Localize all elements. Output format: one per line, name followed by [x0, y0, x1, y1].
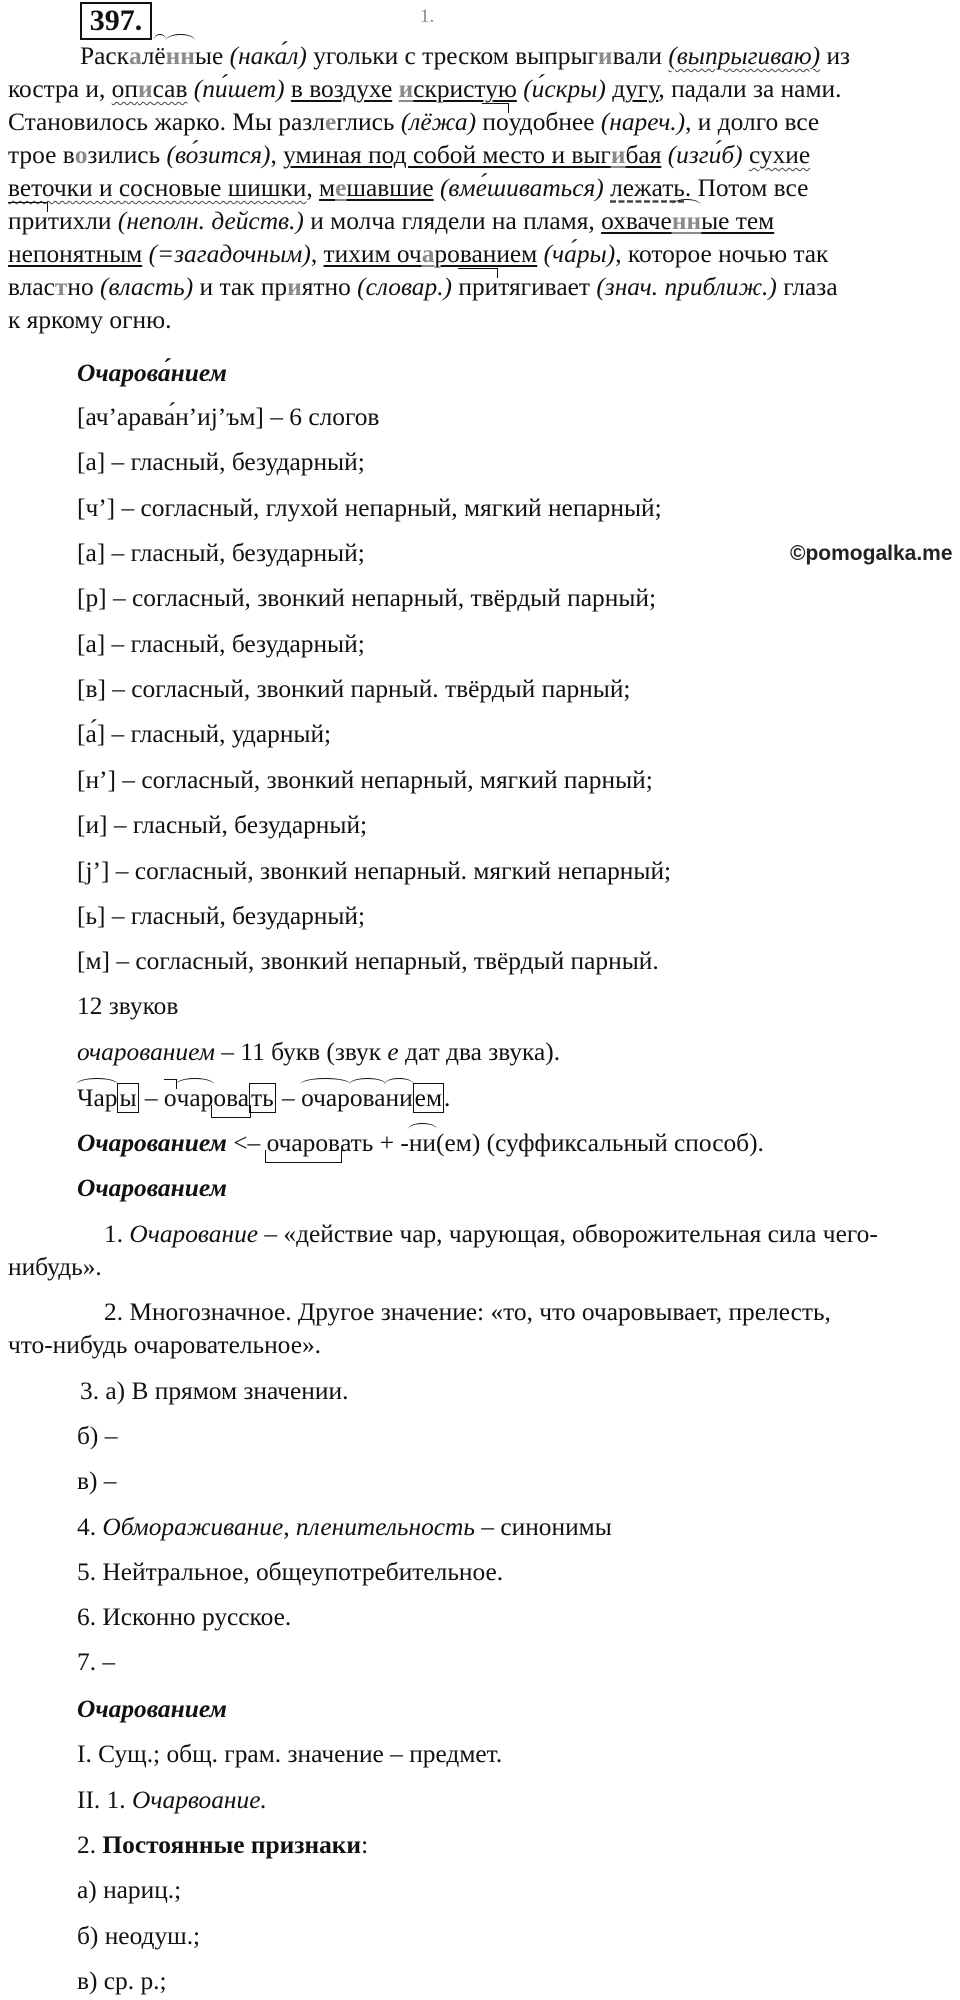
lexical-item-1: 1. Очарование – «действие чар, чарующая, обворожительная сила чего- [104, 1220, 878, 1248]
morphological-title: Очарованием [77, 1695, 227, 1723]
morphemic-chain: Чары – очаровать – очарованием. [77, 1082, 450, 1115]
watermark: ©pomogalka.me [790, 542, 953, 565]
lexical-item-7: 7. – [77, 1648, 116, 1676]
sound-line: [р] – согласный, звонкий непарный, твёрдый парный; [77, 584, 657, 612]
sound-count: 12 звуков [77, 992, 179, 1020]
sound-line: [а] – гласный, безударный; [77, 630, 365, 658]
lexical-item-3c: в) – [77, 1467, 117, 1495]
lexical-item-2: 2. Многозначное. Другое значение: «то, что очаровывает, прелесть, [104, 1298, 831, 1326]
phonetic-title: Очарова́нием [77, 359, 227, 387]
sound-line: [а] – гласный, безударный; [77, 448, 365, 476]
lexical-item-1-cont: нибудь». [8, 1253, 102, 1281]
sound-line: [а́] – гласный, ударный; [77, 720, 332, 748]
lexical-title: Очарованием [77, 1174, 227, 1202]
sound-line: [j’] – согласный, звонкий непарный. мягкий непарный; [77, 857, 672, 885]
lexical-item-5: 5. Нейтральное, общеупотребительное. [77, 1558, 504, 1586]
morphological-part-1: I. Сущ.; общ. грам. значение – предмет. [77, 1740, 503, 1768]
feature-c: в) ср. р.; [77, 1967, 167, 1995]
feature-b: б) неодуш.; [77, 1922, 201, 1950]
page-mark: 1. [420, 6, 435, 27]
lexical-item-3: 3. а) В прямом значении. [80, 1377, 349, 1405]
sound-line: [ь] – гласный, безударный; [77, 902, 366, 930]
lexical-item-3b: б) – [77, 1422, 118, 1450]
feature-a: а) нариц.; [77, 1876, 182, 1904]
sound-line: [в] – согласный, звонкий парный. твёрдый парный; [77, 675, 631, 703]
sound-line: [ч’] – согласный, глухой непарный, мягкий непарный; [77, 494, 662, 522]
letter-count: очарованием – 11 букв (звук е дат два звука). [77, 1038, 561, 1066]
constant-features-heading: 2. Постоянные признаки: [77, 1831, 369, 1859]
sound-line: [а] – гласный, безударный; [77, 539, 365, 567]
morphological-part-2: II. 1. Очарвоание. [77, 1786, 267, 1814]
sound-line: [н’] – согласный, звонкий непарный, мягкий парный; [77, 766, 653, 794]
exercise-text: Раскалённые (нака́л) угольки с треском выпрыгивали (выпрыгиваю) из костра и, описав (пи́шет) в воздухе искристую (и́скры) дугу, падали за нами. Становилось жарко. Мы разлеглись (лёжа) поудобнее (нареч.), и долго все трое возились (во́зится), уминая под собой место и выгибая (изги́б) сухие веточки и сосновые шишки, мешавшие (вме́шиваться) лежать. Потом все притихли (неполн. действ.) и молча глядели на пламя, охваченные тем непонятным (=загадочным), тихим очарованием (ча́ры), которое ночью так властно (власть) и так приятно (словар.) притягивает (знач. приближ.) глаза к яркому огню. [8, 42, 851, 334]
sound-line: [и] – гласный, безударный; [77, 811, 368, 839]
exercise-number: 397. [80, 2, 152, 40]
transcription: [ач’арава́н’иj’ъм] – 6 слогов [77, 403, 380, 431]
lexical-item-6: 6. Исконно русское. [77, 1603, 292, 1631]
lexical-item-2-cont: что-нибудь очаровательное». [8, 1331, 322, 1359]
lexical-item-4: 4. Обмораживание, пленительность – синонимы [77, 1513, 612, 1541]
word-formation: Очарованием <– очаровать + -ни(ем) (суффиксальный способ). [77, 1127, 764, 1160]
sound-line: [м] – согласный, звонкий непарный, твёрдый парный. [77, 947, 659, 975]
